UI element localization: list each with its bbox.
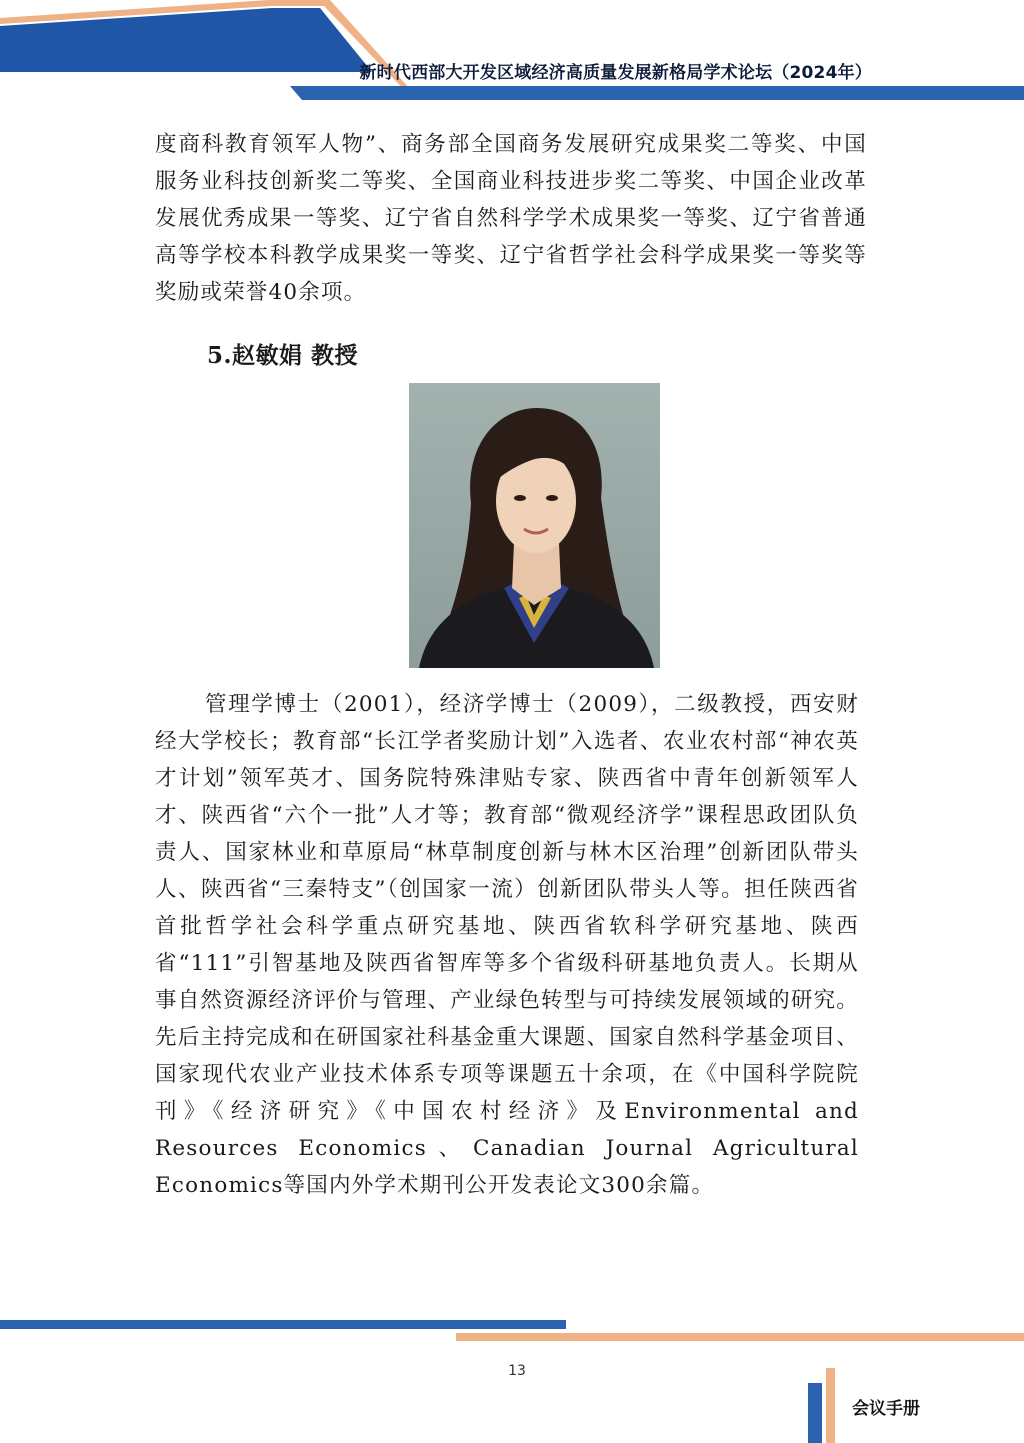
handbook-label: 会议手册 [852, 1399, 920, 1419]
page-number: 13 [508, 1363, 526, 1379]
header-band [0, 0, 1024, 110]
section-heading: 5.赵敏娟 教授 [207, 342, 359, 369]
paragraph-zhao-minjuan-bio: 管理学博士（2001），经济学博士（2009），二级教授，西安财经大学校长；教育部“长江学者奖励计划”入选者、农业农村部“神农英才计划”领军英才、国务院特殊津贴专家、陕西省中青年创新领军人才、陕西省“六个一批”人才等；教育部“微观经济学”课程思政团队负责人、国家林业和草原局“林草制度创新与林木区治理”创新团队带头人、陕西省“三秦特支”（创国家一流）创新团队带头人等。担任陕西省首批哲学社会科学重点研究基地、陕西省软科学研究基地、陕西省“111”引智基地及陕西省智库等多个省级科研基地负责人。长期从事自然资源经济评价与管理、产业绿色转型与可持续发展领域的研究。先后主持完成和在研国家社科基金重大课题、国家自然科学基金项目、国家现代农业产业技术体系专项等课题五十余项，在《中国科学院院刊》《经济研究》《中国农村经济》及Environmental and Resources Economics、Canadian Journal Agricultural Economics等国内外学术期刊公开发表论文300余篇。 [155, 692, 859, 1198]
header-decoration [0, 0, 1024, 110]
header-blue-bar [290, 86, 1024, 100]
handbook-blue-mark [808, 1383, 822, 1443]
footer-orange-bar [456, 1333, 1024, 1341]
header-title: 新时代西部大开发区域经济高质量发展新格局学术论坛（2024年） [359, 63, 872, 83]
paragraph-previous-profile: 度商科教育领军人物”、商务部全国商务发展研究成果奖二等奖、中国服务业科技创新奖二等奖、全国商业科技进步奖二等奖、中国企业改革发展优秀成果一等奖、辽宁省自然科学学术成果奖一等奖、辽宁省普通高等学校本科教学成果奖一等奖、辽宁省哲学社会科学成果奖一等奖等奖励或荣誉40余项。 [155, 132, 867, 305]
portrait-illustration [409, 383, 660, 668]
footer-blue-bar [0, 1320, 566, 1329]
handbook-orange-mark [826, 1368, 835, 1443]
portrait-photo [409, 383, 660, 668]
